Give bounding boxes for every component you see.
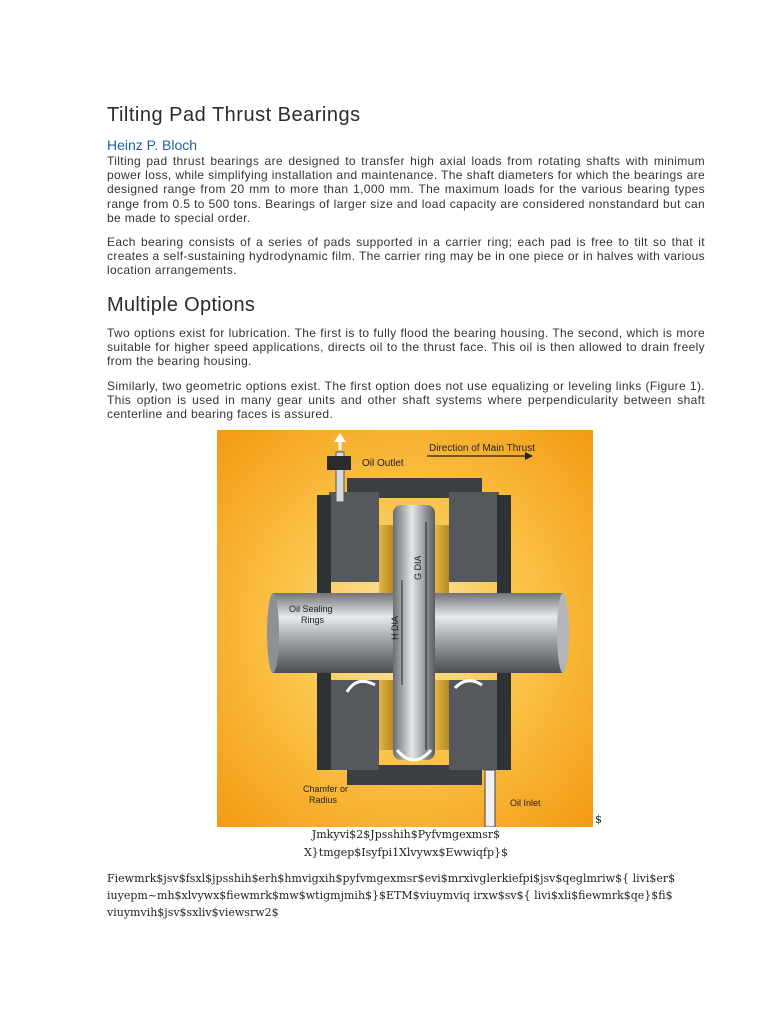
section-heading: Multiple Options	[107, 294, 256, 316]
label-radius: Radius	[309, 795, 338, 805]
garbled-paragraph	[107, 870, 705, 921]
garbled-line-1: Fiewmrk$jsv$fsxl$jpsshih$erh$hmvigxih$pyfvmgexmsr$evi$mrxivglerkiefpi$jsv$qeglmriw${ livi$er$	[107, 872, 676, 885]
garbled-line-2: iuyepm~mh$xlvywx$fiewmrk$mw$wtigmjmih$}$ETM$viuymviq irxw$sv${ livi$xli$fiewmrk$qe}$fi$	[107, 889, 673, 902]
paragraph-lubrication: Two options exist for lubrication. The first is to fully flood the bearing housing. The second, which is more suitable for higher speed applications, directs oil to the thrust face. This oil is then allowed to drain freely from the bearing housing.	[107, 326, 705, 369]
paragraph-geometric-options: Similarly, two geometric options exist. The first option does not use equalizing or leveling links (Figure 1). This option is used in many gear units and other shaft systems where perpendicularity between shaft centerline and bearing faces is assured.	[107, 379, 705, 422]
figure-caption-line-1: Jmkyvi$2$Jpsshih$Pyfvmgexmsr$	[311, 828, 501, 841]
label-h-dia: H DIA	[390, 615, 400, 640]
label-oil-sealing: Oil Sealing	[289, 604, 333, 614]
figure-trailing-mark: $	[595, 813, 602, 826]
author-name: Heinz P. Bloch	[107, 137, 198, 153]
label-oil-outlet: Oil Outlet	[362, 458, 404, 469]
article-title: Tilting Pad Thrust Bearings	[107, 104, 361, 126]
label-g-dia: G DIA	[413, 555, 423, 580]
figure-caption-line-2: X}tmgep$Isyfpi1Xlvywx$Ewwiqfp}$	[303, 846, 509, 859]
label-chamfer: Chamfer or	[303, 784, 349, 794]
paragraph-intro: Tilting pad thrust bearings are designed to transfer high axial loads from rotating shafts with minimum power loss, while simplifying installation and maintenance. The shaft diameters for which the bearings are designed range from 20 mm to more than 1,000 mm. The maximum loads for the various bearing types range from 0.5 to 500 tons. Bearings of larger size and load capacity are considered nonstandard but can be made to special order.	[107, 154, 705, 225]
paragraph-bearing-construction: Each bearing consists of a series of pads supported in a carrier ring; each pad is free to tilt so that it creates a self-sustaining hydrodynamic film. The carrier ring may be in one piece or in halves with various location arrangements.	[107, 235, 705, 278]
label-oil-inlet: Oil Inlet	[510, 798, 541, 808]
label-rings: Rings	[301, 615, 325, 625]
label-direction-main-thrust: Direction of Main Thrust	[429, 443, 535, 454]
garbled-line-3: viuymvih$jsv$sxliv$viewsrw2$	[107, 906, 279, 919]
thrust-bearing-figure	[217, 430, 593, 827]
